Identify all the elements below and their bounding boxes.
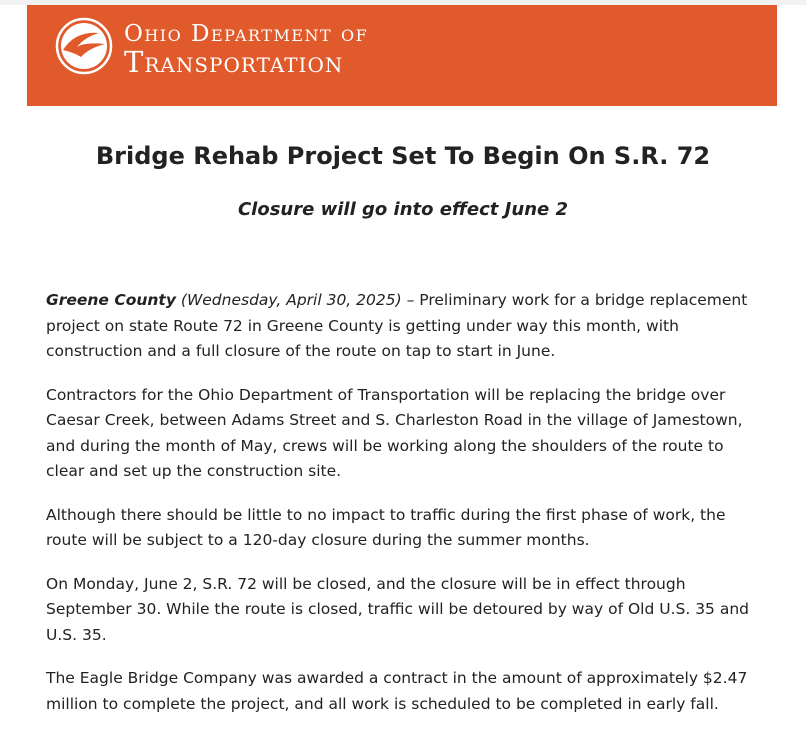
paragraph-5: The Eagle Bridge Company was awarded a contract in the amount of approximately $2.47 million to complete the project, and all work is scheduled to be completed in early fall. (46, 669, 748, 713)
dateline-county: Greene County (46, 291, 176, 309)
logo-text-line2: Transportation (124, 45, 344, 79)
page-title: Bridge Rehab Project Set To Begin On S.R. 72 (95, 142, 711, 170)
odot-header-banner (27, 5, 777, 106)
odot-logo-icon (55, 17, 113, 75)
paragraph-1-text: – Preliminary work for a bridge replacement project on state Route 72 in Greene County is getting under way this month, with construction and a full closure of the route on tap to start in June. (46, 291, 748, 360)
logo-text-line1: Ohio Department of (124, 21, 369, 47)
page-subtitle: Closure will go into effect June 2 (237, 199, 569, 220)
paragraph-1 (46, 288, 758, 365)
article-body (46, 288, 758, 735)
paragraph-3: Although there should be little to no impact to traffic during the first phase of work, the route will be subject to a 120-day closure during the summer months. (46, 505, 726, 549)
paragraph-2: Contractors for the Ohio Department of Transportation will be replacing the bridge over Caesar Creek, between Adams Street and S. Charleston Road in the village of Jamestown, and during the month of May, crews will be working along the shoulders of the route to clear and set up the construction site. (46, 385, 743, 480)
paragraph-4: On Monday, June 2, S.R. 72 will be closed, and the closure will be in effect through September 30. While the route is closed, traffic will be detoured by way of Old U.S. 35 and U.S. 35. (46, 574, 750, 644)
dateline-date: (Wednesday, April 30, 2025) (180, 291, 402, 309)
